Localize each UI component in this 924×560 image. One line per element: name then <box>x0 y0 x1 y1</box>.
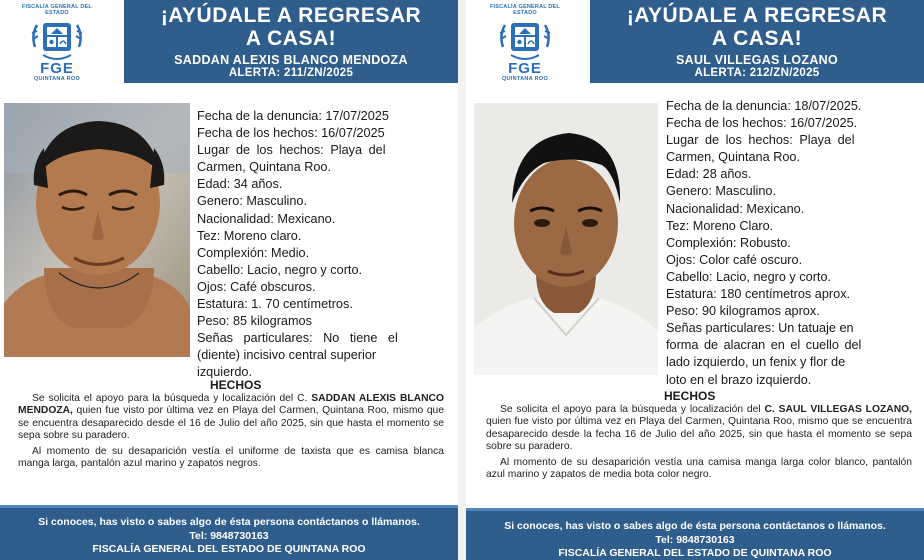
footer-stripe <box>466 508 924 511</box>
fge-logo <box>480 2 570 88</box>
alert-number: ALERTA: 211/ZN/2025 <box>228 67 354 79</box>
narrative-text: Se solicita el apoyo para la búsqueda y localización del <box>500 404 765 415</box>
detail-line: Lugar de los hechos: Playa del <box>197 143 386 158</box>
headline-line-2: A CASA! <box>711 27 803 50</box>
state-seal-icon <box>497 17 553 61</box>
detail-line: Estatura: 1. 70 centímetros. <box>197 297 353 312</box>
hechos-heading: HECHOS <box>664 389 716 403</box>
detail-line: Genero: Masculino. <box>666 184 777 199</box>
detail-line: loto en el brazo izquierdo. <box>666 372 812 387</box>
headline-line-1: ¡AYÚDALE A REGRESAR <box>160 4 422 27</box>
detail-line: Cabello: Lacio, negro y corto. <box>666 269 832 284</box>
detail-line: Edad: 28 años. <box>666 167 752 182</box>
narrative-paragraph-1 <box>18 393 444 443</box>
logo-acronym: FGE <box>40 60 74 77</box>
portrait-photo-icon <box>474 103 658 375</box>
detail-line: izquierdo. <box>197 365 253 380</box>
person-photo <box>474 103 658 375</box>
detail-line: Complexión: Medio. <box>197 245 310 260</box>
person-name: SAUL VILLEGAS LOZANO <box>675 53 839 67</box>
detail-line: Peso: 90 kilogramos aprox. <box>666 304 820 319</box>
person-photo <box>4 103 190 357</box>
detail-line: Lugar de los hechos: Playa del <box>666 133 855 148</box>
narrative-text: quien fue visto por última vez en Playa del Carmen, Quintana Roo, mismo que se encuentra desaparecido desde la fecha 16 de Julio del año 2025, sin que hasta el momento se sepa sobre su paradero. <box>486 416 912 453</box>
header-banner <box>590 0 924 83</box>
detail-line: Carmen, Quintana Roo. <box>666 150 800 165</box>
detail-line: (diente) incisivo central superior <box>197 348 377 363</box>
detail-line: Ojos: Color café oscuro. <box>666 252 803 267</box>
person-details <box>666 98 916 389</box>
detail-line: Edad: 34 años. <box>197 177 283 192</box>
logo-state-text: QUINTANA ROO <box>33 76 81 82</box>
footer-stripe <box>0 505 458 508</box>
case-narrative <box>18 393 444 473</box>
logo-org-text: FISCALÍA GENERAL DEL ESTADO <box>21 4 92 16</box>
logo-acronym: FGE <box>508 60 542 77</box>
detail-line: lado izquierdo, un fenix y flor de <box>666 355 846 370</box>
detail-line: Fecha de los hechos: 16/07/2025 <box>197 126 385 141</box>
alert-number: ALERTA: 212/ZN/2025 <box>694 67 820 79</box>
detail-line: Señas particulares: Un tatuaje en <box>666 321 854 336</box>
footer-agency: FISCALÍA GENERAL DEL ESTADO DE QUINTANA ROO <box>92 543 366 555</box>
narrative-text: quien fue visto por última vez en Playa del Carmen, Quintana Roo, mismo que se encuentra desaparecido desde el 16 de Julio del año 2025, sin que hasta el momento se sepa sobre su paradero. <box>18 405 444 442</box>
headline-line-1: ¡AYÚDALE A REGRESAR <box>626 4 888 27</box>
narrative-paragraph-1 <box>486 404 912 454</box>
detail-line: Fecha de la denuncia: 18/07/2025. <box>666 99 862 113</box>
headline-line-2: A CASA! <box>245 27 337 50</box>
narrative-person-name: C. SAUL VILLEGAS LOZANO, <box>764 404 912 415</box>
detail-line: Carmen, Quintana Roo. <box>197 160 331 175</box>
footer-contact-text: Si conoces, has visto o sabes algo de ésta persona contáctanos o llámanos. <box>38 516 420 528</box>
header-banner <box>124 0 458 83</box>
hechos-heading: HECHOS <box>210 378 262 392</box>
detail-line: Fecha de la denuncia: 17/07/2025 <box>197 109 389 123</box>
detail-line: Señas particulares: No tiene el <box>197 331 398 346</box>
detail-line: Fecha de los hechos: 16/07/2025. <box>666 116 858 131</box>
state-seal-icon <box>29 17 85 61</box>
detail-line: Nacionalidad: Mexicano. <box>666 201 805 216</box>
narrative-paragraph-2: Al momento de su desaparición vestía una camisa manga larga color blanco, pantalón azul marino y zapatos de media bota color negro. <box>486 456 912 481</box>
detail-line: Nacionalidad: Mexicano. <box>197 211 336 226</box>
narrative-text: Se solicita el apoyo para la búsqueda y localización del C. <box>32 393 312 404</box>
portrait-photo-icon <box>4 103 190 357</box>
detail-line: Peso: 85 kilogramos <box>197 314 312 329</box>
detail-line: Cabello: Lacio, negro y corto. <box>197 262 363 277</box>
case-narrative <box>486 404 912 484</box>
detail-line: Complexión: Robusto. <box>666 235 791 250</box>
narrative-paragraph-2: Al momento de su desaparición vestía el uniforme de taxista que es camisa blanca manga larga, pantalón azul marino y zapatos negros. <box>18 445 444 470</box>
fge-logo <box>12 2 102 88</box>
detail-line: Estatura: 180 centímetros aprox. <box>666 287 851 302</box>
detail-line: Ojos: Café obscuros. <box>197 279 316 294</box>
person-details <box>197 108 447 382</box>
footer-banner <box>0 505 458 560</box>
footer-phone: Tel: 9848730163 <box>655 533 735 546</box>
footer-contact-text: Si conoces, has visto o sabes algo de ésta persona contáctanos o llámanos. <box>504 520 886 532</box>
footer-banner <box>466 508 924 560</box>
logo-org-text: FISCALÍA GENERAL DEL ESTADO <box>489 4 560 16</box>
footer-phone: Tel: 9848730163 <box>189 529 269 542</box>
footer-agency: FISCALÍA GENERAL DEL ESTADO DE QUINTANA ROO <box>558 547 832 559</box>
detail-line: Genero: Masculino. <box>197 194 308 209</box>
poster-divider <box>458 0 466 560</box>
detail-line: forma de alacran en el cuello del <box>666 338 862 353</box>
detail-line: Tez: Moreno Claro. <box>666 218 774 233</box>
detail-line: Tez: Moreno claro. <box>197 228 302 243</box>
narrative-person-name: SADDAN ALEXIS BLANCO MENDOZA, <box>18 393 444 417</box>
missing-person-poster-left <box>0 0 458 560</box>
logo-state-text: QUINTANA ROO <box>501 76 549 82</box>
missing-person-poster-right <box>466 0 924 560</box>
person-name: SADDAN ALEXIS BLANCO MENDOZA <box>174 53 408 67</box>
